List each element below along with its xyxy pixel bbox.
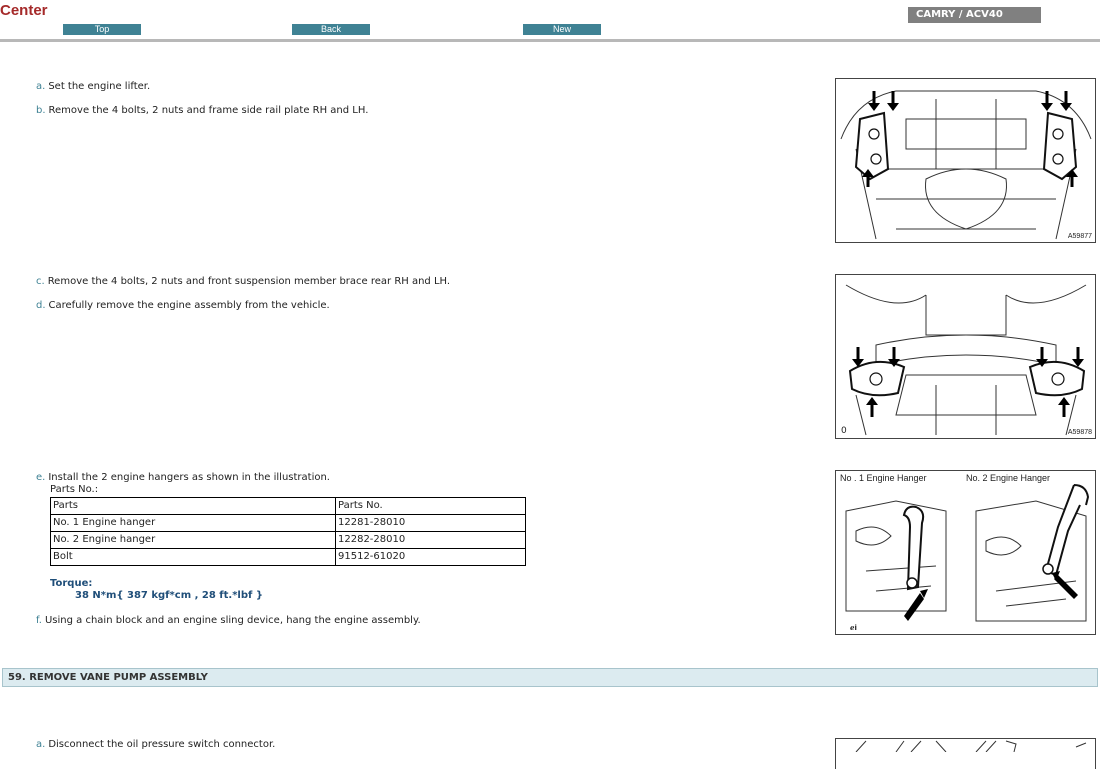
parts-table [50, 497, 526, 566]
table-cell: 12281-28010 [336, 515, 526, 532]
step-text: Using a chain block and an engine sling device, hang the engine assembly. [44, 615, 421, 626]
step-text: Set the engine lifter. [48, 81, 151, 92]
table-cell: No. 1 Engine hanger [51, 515, 336, 532]
top-button[interactable]: Top [63, 24, 141, 35]
figure-corner-mark: ℯi [850, 624, 857, 632]
step-letter: f. [36, 615, 42, 626]
step-f-hang-engine [36, 615, 421, 626]
table-header-row [51, 498, 526, 515]
step-text: Remove the 4 bolts, 2 nuts and front suspension member brace rear RH and LH. [47, 276, 451, 287]
new-button[interactable]: New [523, 24, 601, 35]
model-badge: CAMRY / ACV40 [908, 7, 1041, 23]
table-cell: 12282-28010 [336, 532, 526, 549]
illustration-suspension-brace [836, 275, 1095, 438]
figure-corner-mark: 0 [841, 426, 847, 436]
hanger-label-2: No. 2 Engine Hanger [966, 473, 1051, 483]
parts-no-label: Parts No.: [50, 484, 99, 495]
header [0, 0, 1100, 44]
figure-frame-side-rail-plate [835, 78, 1096, 243]
table-cell: Bolt [51, 549, 336, 566]
step-letter: c. [36, 276, 45, 287]
step-letter: b. [36, 105, 46, 116]
torque-label: Torque: [50, 578, 93, 589]
step-letter: e. [36, 472, 46, 483]
section-header: 59. REMOVE VANE PUMP ASSEMBLY [2, 668, 1098, 687]
step-text: Remove the 4 bolts, 2 nuts and frame side rail plate RH and LH. [48, 105, 369, 116]
figure-oil-pressure-switch [835, 738, 1096, 769]
step-letter: a. [36, 739, 46, 750]
header-cell: Parts No. [336, 498, 526, 515]
brand-title: Center [0, 2, 48, 19]
torque-value: 38 N*m{ 387 kgf*cm , 28 ft.*lbf } [75, 590, 263, 601]
step-a-disconnect-connector [36, 739, 275, 750]
step-d-remove-engine [36, 300, 330, 311]
step-e-install-hangers [36, 472, 330, 483]
illustration-engine-hangers [836, 471, 1095, 634]
table-row [51, 549, 526, 566]
figure-code: A59877 [1067, 233, 1092, 240]
table-row [51, 515, 526, 532]
step-b-remove-rail-plate [36, 105, 368, 116]
table-cell: 91512-61020 [336, 549, 526, 566]
step-text: Carefully remove the engine assembly from the vehicle. [48, 300, 330, 311]
figure-suspension-brace [835, 274, 1096, 439]
hanger-label-1: No . 1 Engine Hanger [840, 473, 927, 483]
step-text: Install the 2 engine hangers as shown in the illustration. [48, 472, 330, 483]
back-button[interactable]: Back [292, 24, 370, 35]
header-cell: Parts [51, 498, 336, 515]
figure-engine-hangers [835, 470, 1096, 635]
figure-code: A59878 [1067, 429, 1092, 436]
step-text: Disconnect the oil pressure switch connector. [48, 739, 276, 750]
step-a-set-lifter [36, 81, 150, 92]
illustration-oil-pressure-switch [836, 739, 1095, 752]
step-letter: d. [36, 300, 46, 311]
header-divider [0, 39, 1100, 42]
table-row [51, 532, 526, 549]
illustration-rail-plates [836, 79, 1095, 242]
step-c-remove-brace [36, 276, 450, 287]
table-cell: No. 2 Engine hanger [51, 532, 336, 549]
step-letter: a. [36, 81, 46, 92]
